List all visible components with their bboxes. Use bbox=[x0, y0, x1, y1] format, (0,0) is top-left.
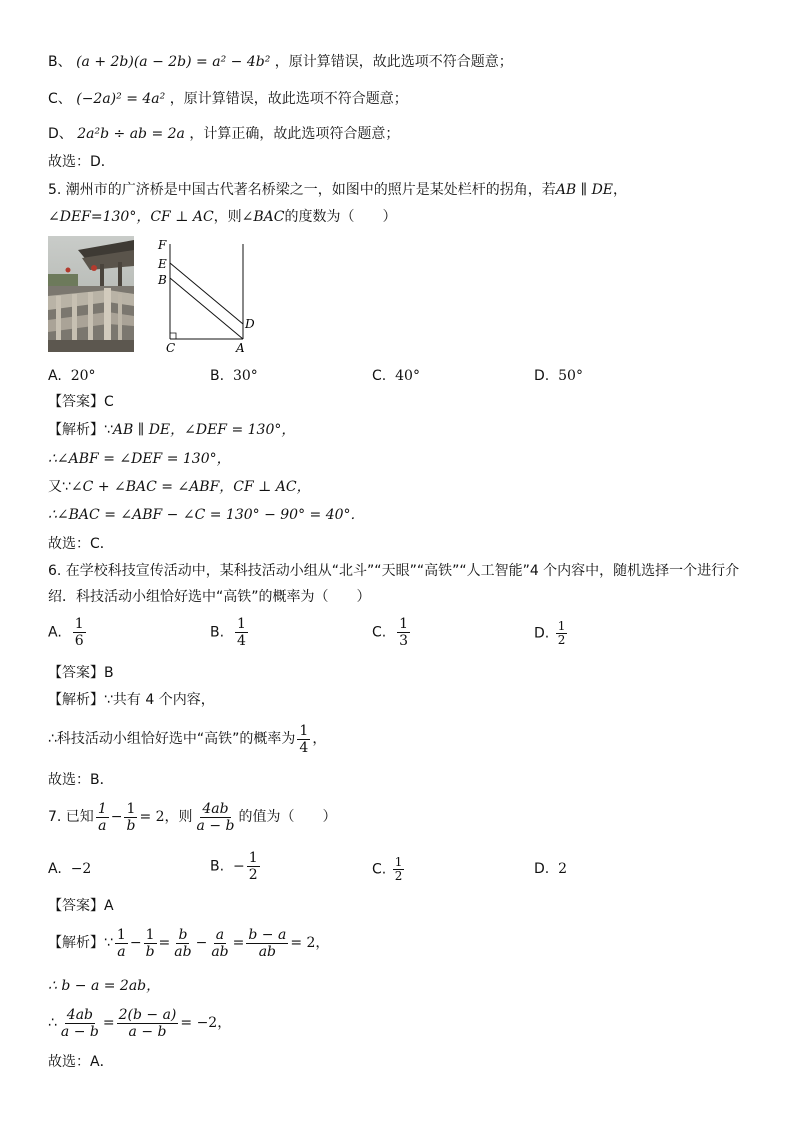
q7-analysis-2: ∴ b − a = 2ab， bbox=[48, 978, 161, 994]
q7-answer: 【答案】A bbox=[48, 898, 114, 914]
label-d: D bbox=[245, 317, 255, 331]
option-d-text: ，计算正确，故此选项符合题意； bbox=[189, 126, 400, 142]
q5-analysis-2: ∴∠ABF = ∠DEF = 130°， bbox=[48, 451, 231, 467]
q5-answer: 【答案】C bbox=[48, 394, 114, 410]
q5-analysis-4: ∴∠BAC = ∠ABF − ∠C = 130° − 90° = 40°． bbox=[48, 507, 365, 523]
q7-analysis-3: ∴ $\frac{4ab}{a - b}$ = $\frac{2(b - a)}{a - b}$ = −2， bbox=[48, 1006, 232, 1040]
q5-stem-end: ， bbox=[613, 182, 628, 198]
q7-option-a: A. −2 bbox=[48, 861, 92, 877]
q6-option-c: C. $\frac{1}{3}$ bbox=[372, 616, 409, 649]
option-d-prefix: D、 bbox=[48, 126, 73, 142]
q7-stem: 7. 已知 $\frac{1}{a}$ − $\frac{1}{b}$ = 2，则 $\frac{4ab}{a - b}$ 的值为（ ） bbox=[48, 800, 337, 834]
option-d-formula: 2a²b ÷ ab = 2a bbox=[77, 126, 185, 142]
q5-stem-math3: ∠BAC bbox=[241, 209, 285, 225]
geometry-diagram bbox=[152, 236, 272, 360]
option-b-prefix: B、 bbox=[48, 54, 72, 70]
q5-stem-math: AB ∥ DE bbox=[555, 182, 614, 198]
label-e: E bbox=[158, 257, 167, 271]
q7-option-d: D. 2 bbox=[534, 861, 568, 877]
option-b-explanation bbox=[48, 52, 513, 72]
q7-analysis-1: 【解析】∵ $\frac{1}{a}$ − $\frac{1}{b}$ = $\frac{b}{ab}$ − $\frac{a}{ab}$ = $\frac{b - a}{ab}$ = 2， bbox=[48, 926, 330, 960]
q6-choose: 故选：B． bbox=[48, 772, 114, 788]
q5-option-b: B. 30° bbox=[210, 368, 258, 384]
q6-option-a: A. $\frac{1}{6}$ bbox=[48, 616, 84, 649]
label-f: F bbox=[158, 238, 167, 252]
line-ed bbox=[170, 263, 243, 324]
q7-option-b: B. − $\frac{1}{2}$ bbox=[210, 850, 258, 883]
label-b: B bbox=[158, 273, 167, 287]
option-b-formula: (a + 2b)(a − 2b) = a² − 4b² bbox=[76, 54, 271, 70]
q5-analysis-3: 又∵∠C + ∠BAC = ∠ABF，CF ⊥ AC， bbox=[48, 479, 311, 495]
q4-choose: 故选：D． bbox=[48, 154, 115, 170]
q6-stem-line2: 绍．科技活动小组恰好选中“高铁”的概率为（ ） bbox=[48, 589, 371, 605]
q7-option-c: C. $\frac{1}{2}$ bbox=[372, 855, 403, 883]
q6-stem-line1: 6. 在学校科技宣传活动中，某科技活动小组从“北斗”“天眼”“高铁”“人工智能”4 个内容中，随机选择一个进行介 bbox=[48, 563, 740, 579]
q5-option-c: C. 40° bbox=[372, 368, 420, 384]
label-c: C bbox=[166, 341, 176, 355]
q6-analysis-2: ∴科技活动小组恰好选中“高铁”的概率为 $\frac{1}{4}$ ， bbox=[48, 722, 327, 756]
right-angle-mark bbox=[170, 333, 176, 339]
q6-answer: 【答案】B bbox=[48, 665, 114, 681]
label-a: A bbox=[236, 341, 245, 355]
q5-stem-text2: ，则 bbox=[213, 209, 242, 225]
q5-option-d: D. 50° bbox=[534, 368, 583, 384]
option-d-explanation bbox=[48, 124, 399, 144]
option-c-explanation bbox=[48, 89, 408, 109]
q5-stem-text: 5. 潮州市的广济桥是中国古代著名桥梁之一，如图中的照片是某处栏杆的拐角，若 bbox=[48, 182, 556, 198]
q6-analysis-1: 【解析】∵共有 4 个内容， bbox=[48, 692, 215, 708]
q7-choose: 故选：A． bbox=[48, 1054, 114, 1070]
option-b-text: ，原计算错误，故此选项不符合题意； bbox=[274, 54, 513, 70]
q5-choose: 故选：C． bbox=[48, 536, 114, 552]
line-ba bbox=[170, 278, 243, 339]
bridge-railing-photo bbox=[48, 236, 134, 352]
q5-stem-math2: ∠DEF=130°，CF ⊥ AC bbox=[48, 209, 214, 225]
q5-analysis-1: 【解析】∵AB ∥ DE，∠DEF = 130°， bbox=[48, 422, 296, 438]
q5-option-a: A. 20° bbox=[48, 368, 96, 384]
q6-option-b: B. $\frac{1}{4}$ bbox=[210, 616, 246, 649]
option-c-text: ，原计算错误，故此选项不符合题意； bbox=[169, 91, 408, 107]
q5-stem-end2: 的度数为（ ） bbox=[284, 209, 397, 225]
q6-option-d: D. $\frac{1}{2}$ bbox=[534, 619, 566, 647]
q5-stem-line1 bbox=[48, 180, 627, 200]
option-c-prefix: C、 bbox=[48, 91, 72, 107]
q5-stem-line2 bbox=[48, 207, 397, 227]
option-c-formula: (−2a)² = 4a² bbox=[76, 91, 166, 107]
